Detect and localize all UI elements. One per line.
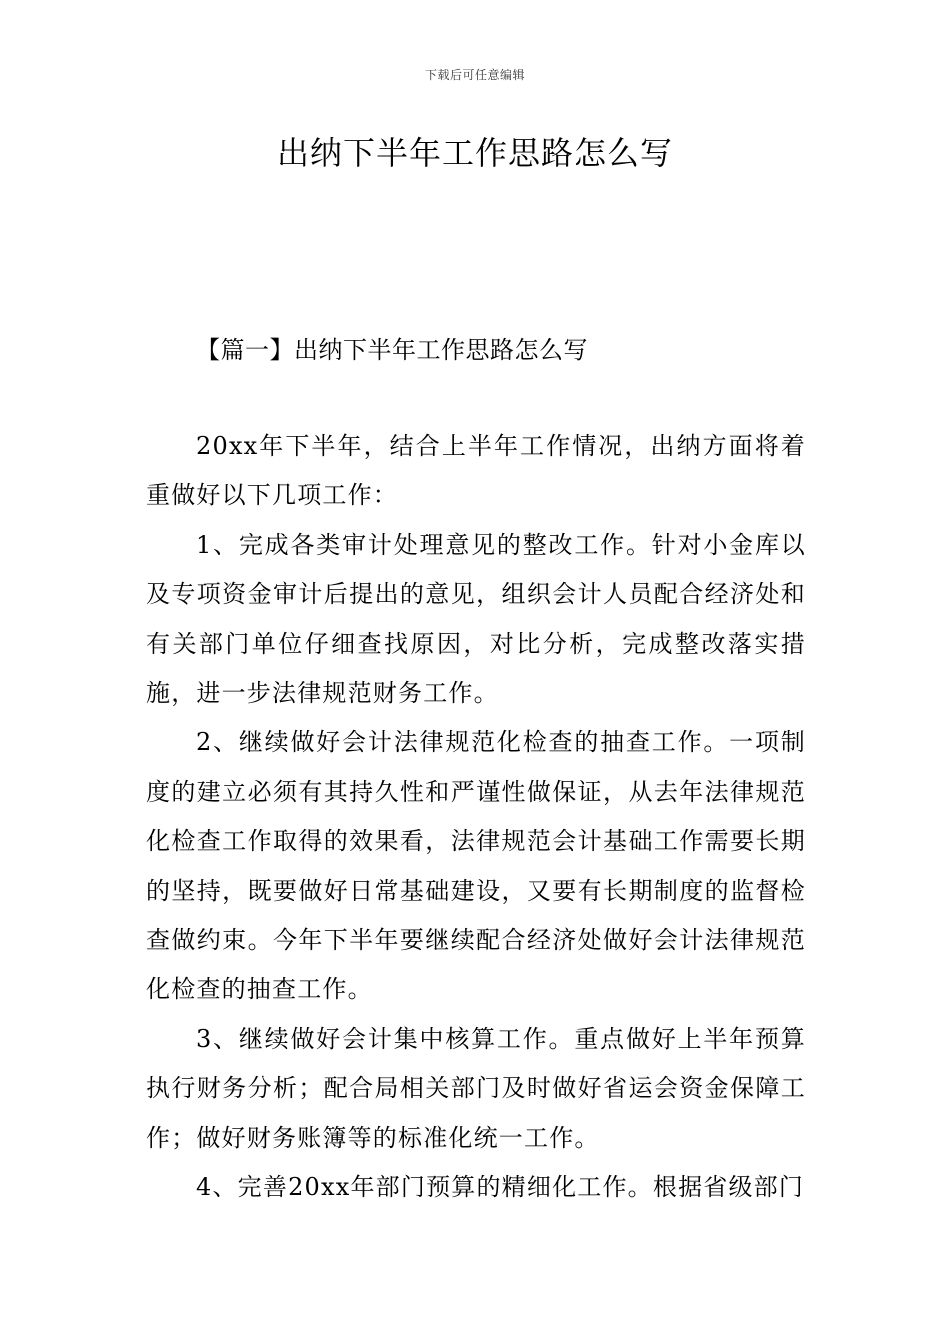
paragraph-item-4: 4、完善20xx年部门预算的精细化工作。根据省级部门 <box>196 1173 805 1202</box>
paragraph-item-2: 2、继续做好会计法律规范化检查的抽查工作。一项制度的建立必须有其持久性和严谨性做保证，从去年法律规范化检查工作取得的效果看，法律规范会计基础工作需要长期的坚持，既要做好日常基础建设，又要有长期制度的监督检查做约束。今年下半年要继续配合经济处做好会计法律规范化检查的抽查工作。 <box>146 728 806 1004</box>
paragraph-item-3: 3、继续做好会计集中核算工作。重点做好上半年预算执行财务分析；配合局相关部门及时做好省运会资金保障工作；做好财务账簿等的标准化统一工作。 <box>146 1024 806 1152</box>
paragraph-intro: 20xx年下半年，结合上半年工作情况，出纳方面将着重做好以下几项工作： <box>146 432 806 510</box>
header-note: 下载后可任意编辑 <box>424 68 525 82</box>
section-heading: 【篇一】出纳下半年工作思路怎么写 <box>196 336 588 364</box>
document-title: 出纳下半年工作思路怎么写 <box>276 134 673 172</box>
body-text <box>146 422 806 1213</box>
paragraph-item-1: 1、完成各类审计处理意见的整改工作。针对小金库以及专项资金审计后提出的意见，组织会计人员配合经济处和有关部门单位仔细查找原因，对比分析，完成整改落实措施，进一步法律规范财务工作。 <box>146 530 806 708</box>
